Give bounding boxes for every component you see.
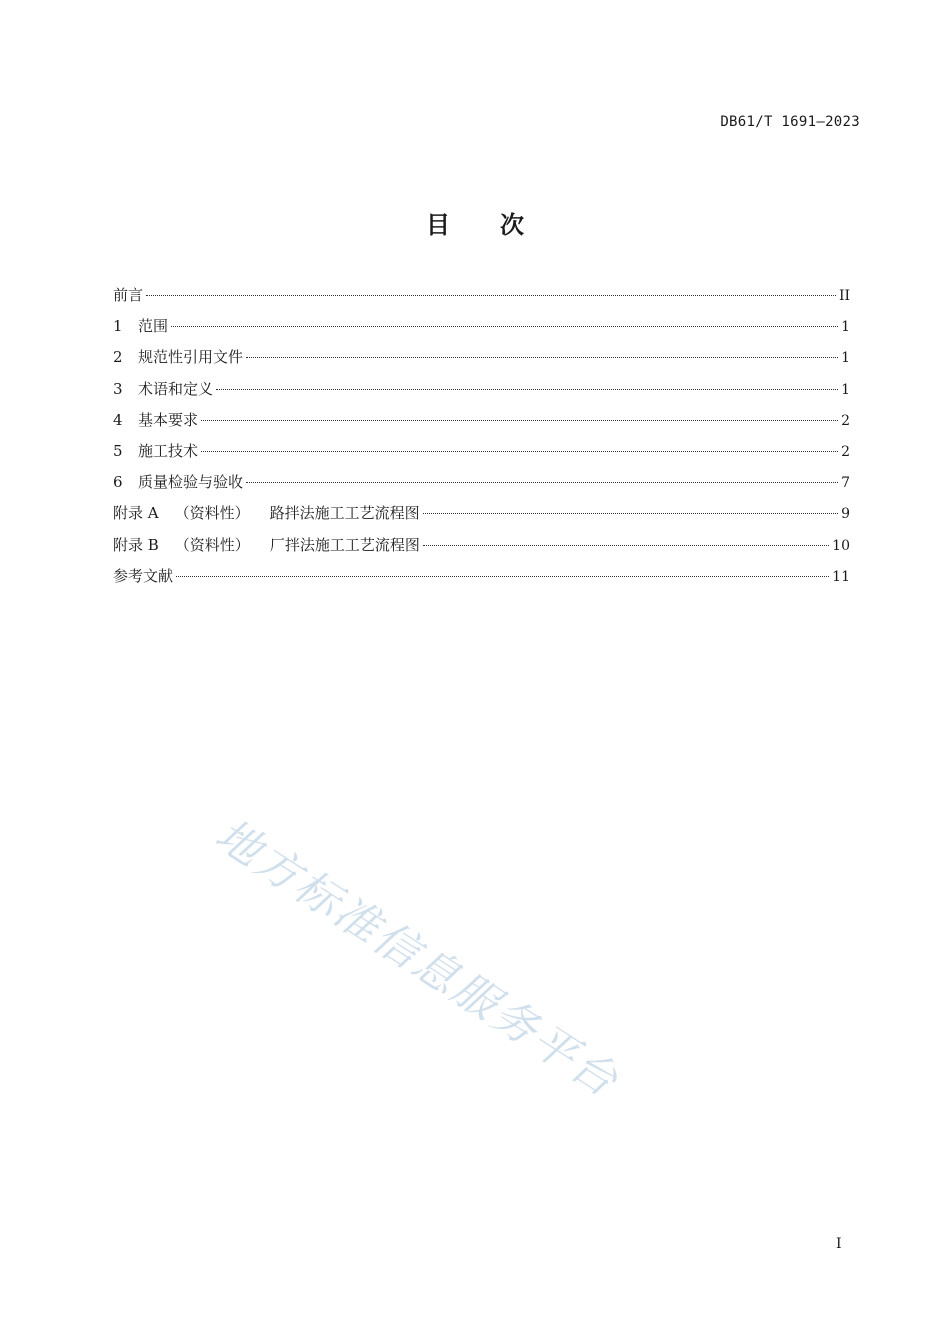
dot-leader — [176, 576, 829, 577]
watermark: 地方标准信息服务平台 — [206, 809, 629, 1108]
page-number: I — [836, 1236, 842, 1252]
dot-leader — [146, 295, 836, 296]
toc-page-number: 1 — [841, 319, 850, 336]
toc-page-number: 10 — [832, 537, 850, 554]
toc-entry-normative-references[interactable] — [113, 346, 850, 377]
dot-leader — [201, 451, 838, 452]
toc-number: 6 — [113, 473, 123, 492]
dot-leader — [423, 545, 829, 546]
toc-label: 术语和定义 — [138, 379, 214, 398]
toc-label: 范围 — [138, 317, 169, 336]
appendix-label: 附录 A — [113, 504, 159, 523]
appendix-title: 厂拌法施工工艺流程图 — [269, 535, 420, 554]
appendix-type: （资料性） — [174, 504, 250, 523]
toc-page-number: 9 — [841, 506, 850, 523]
toc-label: 参考文献 — [113, 566, 174, 585]
toc-page-number: 11 — [832, 568, 850, 585]
toc-number: 5 — [113, 441, 123, 460]
toc-label: 前言 — [113, 286, 144, 304]
toc-page-number: 1 — [841, 350, 850, 367]
dot-leader — [423, 513, 838, 514]
toc-entry-appendix-b[interactable] — [113, 534, 850, 565]
toc-page-number: 1 — [841, 381, 850, 398]
toc-page-number: 2 — [841, 412, 850, 429]
toc-entry-terms-definitions[interactable] — [113, 378, 850, 409]
toc-number: 1 — [113, 317, 123, 336]
toc-page-number: II — [838, 288, 850, 304]
title-char-2: 次 — [500, 211, 524, 239]
dot-leader — [246, 357, 838, 358]
toc-entry-scope[interactable] — [113, 315, 850, 346]
toc-label: 施工技术 — [138, 441, 199, 460]
title-char-1: 目 — [426, 211, 450, 239]
toc-entry-references[interactable] — [113, 565, 850, 596]
toc-page-number: 7 — [841, 475, 850, 492]
toc-page-number: 2 — [841, 443, 850, 460]
dot-leader — [246, 482, 838, 483]
appendix-title: 路拌法施工工艺流程图 — [269, 504, 420, 523]
toc-label: 规范性引用文件 — [138, 348, 244, 367]
toc-entry-appendix-a[interactable] — [113, 502, 850, 533]
toc-number: 2 — [113, 348, 123, 367]
standard-code: DB61/T 1691—2023 — [720, 114, 860, 130]
toc-entry-basic-requirements[interactable] — [113, 409, 850, 440]
appendix-type: （资料性） — [174, 535, 250, 554]
toc-number: 3 — [113, 379, 123, 398]
toc-entry-construction-technology[interactable] — [113, 440, 850, 471]
page-title — [0, 205, 950, 240]
appendix-label: 附录 B — [113, 535, 159, 554]
toc-entry-quality-inspection[interactable] — [113, 471, 850, 502]
toc-number: 4 — [113, 410, 123, 429]
toc-entry-preface[interactable] — [113, 284, 850, 315]
dot-leader — [171, 326, 838, 327]
dot-leader — [201, 420, 838, 421]
toc-label: 质量检验与验收 — [138, 473, 244, 492]
table-of-contents — [113, 284, 850, 596]
toc-label: 基本要求 — [138, 410, 199, 429]
dot-leader — [216, 389, 838, 390]
